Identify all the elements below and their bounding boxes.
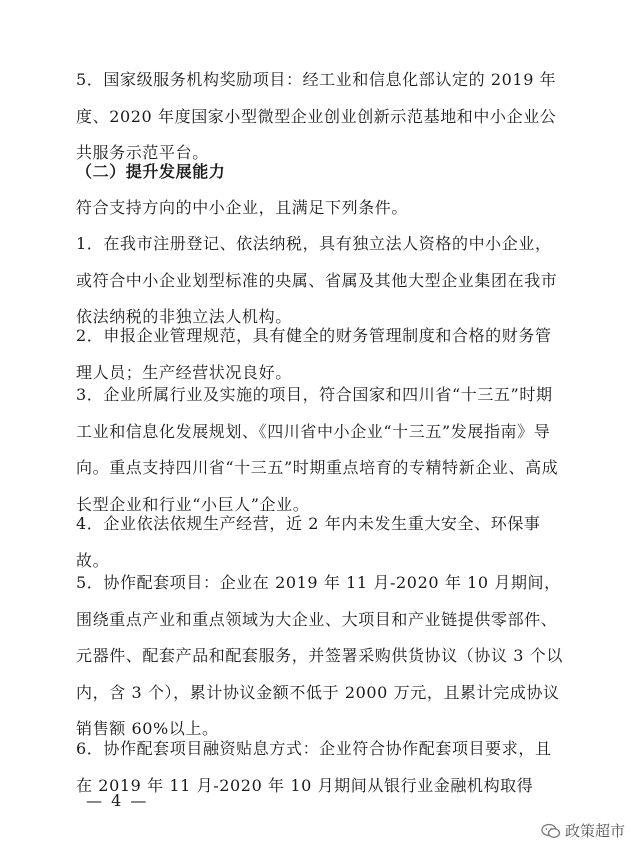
paragraph-item-2: 2．申报企业管理规范，具有健全的财务管理制度和合格的财务管理人员；生产经营状况良好。 [76,326,552,382]
watermark [541,820,625,841]
wechat-icon [541,823,561,839]
paragraph-item-5: 5．协作配套项目：企业在 2019 年 11 月-2020 年 10 月期间，围绕重点产业和重点领域为大企业、大项目和产业链提供零部件、元器件、配套产品和配套服务，并签署采购供货协议（协议 3 个以内，含 3 个），累计协议金额不低于 2000 万元，且累计完成协议销售额 60%以上。 [76,573,563,738]
section-heading: （二）提升发展能力 [76,162,226,181]
paragraph-item-4: 4．企业依法依规生产经营，近 2 年内未发生重大安全、环保事故。 [76,514,541,570]
paragraph-item-6: 6．协作配套项目融资贴息方式：企业符合协作配套项目要求，且在 2019 年 11 月-2020 年 10 月期间从银行业金融机构取得 [76,739,552,795]
paragraph-intro: 符合支持方向的中小企业，且满足下列条件。 [76,198,409,217]
watermark-text: 政策超市 [564,822,625,840]
page-number: — 4 — [86,791,149,810]
paragraph-service-award: 5．国家级服务机构奖励项目：经工业和信息化部认定的 2019 年度、2020 年度国家小型微型企业创业创新示范基地和中小企业公共服务示范平台。 [76,70,557,162]
paragraph-item-3: 3．企业所属行业及实施的项目，符合国家和四川省“十三五”时期工业和信息化发展规划、《四川省中小企业“十三五”发展指南》导向。重点支持四川省“十三五”时期重点培育的专精特新企业、高成长型企业和行业“小巨人”企业。 [76,385,559,514]
paragraph-item-1: 1．在我市注册登记、依法纳税，具有独立法人资格的中小企业，或符合中小企业划型标准的央属、省属及其他大型企业集团在我市依法纳税的非独立法人机构。 [76,234,558,326]
